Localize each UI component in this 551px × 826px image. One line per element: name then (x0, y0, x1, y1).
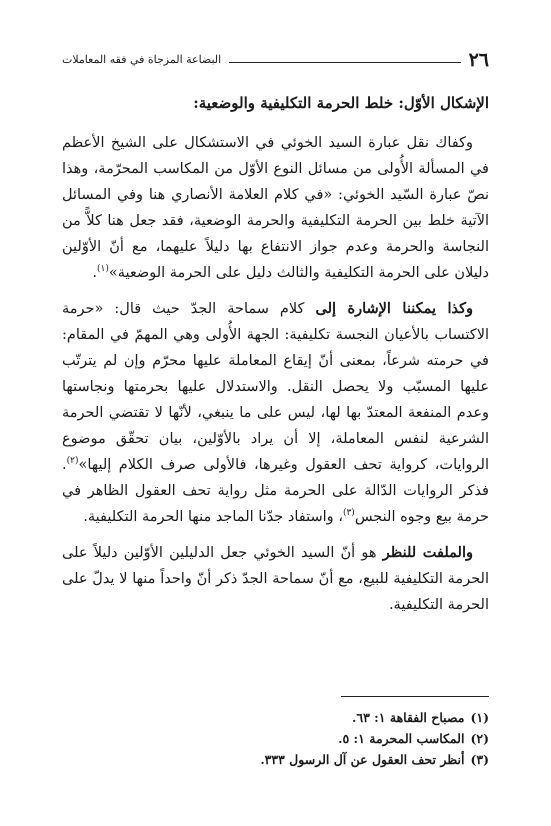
page-header (62, 50, 489, 70)
footnote-number: (٢) (470, 731, 489, 746)
footnote-2 (62, 728, 489, 749)
footnote-3 (62, 749, 489, 770)
footnote-number: (٣) (470, 752, 489, 767)
paragraph-2-text: كلام سماحة الجدّ حيث قال: «حرمة الاكتساب بالأعيان النجسة تكليفية: الجهة الأُولى وهي المهمّ في المقام: في حرمته شرعاً، بمعنى أنّ إيقاع المعاملة عليها محرّم وإن لم يترتّب عليها المسبّب ولا يحصل النقل. والاستدلال عليها بحرمتها ونجاستها وعدم المنفعة المعتدّ بها لها، ليس على ما ينبغي، لأنّها لا تقتضي الحرمة الشرعية لنفس المعاملة، إلا أن يراد بالأوّلين، بيان تحقّق موضوع الروايات، كرواية تحف العقول وغيرها، فالأولى صرف الكلام إليها» (62, 301, 489, 473)
running-title: البضاعة المزجاة في فقه المعاملات (62, 53, 222, 66)
footnote-ref-2: (٢) (66, 456, 79, 467)
paragraph-2-tail: . فذكر الروايات الدّالة على الحرمة مثل رواية تحف العقول الظاهر في حرمة بيع وجوه النجس (62, 457, 489, 525)
footnote-ref-3: (٣) (342, 508, 355, 519)
header-rule (229, 62, 460, 63)
footnote-1 (62, 707, 489, 728)
footnotes (62, 707, 489, 770)
paragraph-2-lead: وكذا يمكننا الإشارة إلى (315, 300, 473, 317)
page-body (62, 90, 489, 628)
paragraph-1-text: وكفاك نقل عبارة السيد الخوئي في الاستشكال على الشيخ الأعظم في المسألة الأُولى من مسائل النوع الأوّل من المكاسب المحرّمة، وهذا نصّ عبارة السّيد الخوئي: «في كلام العلامة الأنصاري هنا وفي المسائل الآتية خلط بين الحرمة التكليفية والحرمة الوضعية، فقد جعل هنا كلاًّ من النجاسة والحرمة وعدم جواز الانتفاع بها دليلاً عليهما، مع أنّ الأوّلين دليلان على الحرمة التكليفية والثالث دليل على الحرمة الوضعية» (62, 135, 489, 281)
paragraph-3 (62, 540, 489, 618)
paragraph-1 (62, 130, 489, 286)
section-heading: الإشكال الأوّل: خلط الحرمة التكليفية والوضعية: (193, 94, 489, 112)
paragraph-1-tail: . (92, 265, 98, 281)
paragraph-3-text: هو أنّ السيد الخوئي جعل الدليلين الأوّلين دليلاً على الحرمة التكليفية للبيع، مع أنّ سماحة الجدّ ذكر أنّ واحداً منها لا يدلّ على الحرمة التكليفية. (62, 545, 489, 613)
footnote-ref-1: (١) (97, 264, 109, 275)
page-number: ٢٦ (468, 49, 489, 71)
paragraph-2 (62, 296, 489, 530)
footnote-text: مصباح الفقاهة ١: ٦٣. (352, 710, 465, 725)
footnote-text: المكاسب المحرمة ١: ٥. (338, 731, 465, 746)
footnote-rule (341, 696, 489, 697)
paragraph-3-lead: والملفت للنظر (382, 544, 473, 561)
footnote-text: أنظر تحف العقول عن آل الرسول ٣٣٣. (260, 752, 465, 767)
paragraph-2-tail2: ، واستفاد جدّنا الماجد منها الحرمة التكليفية. (83, 509, 343, 525)
footnote-number: (١) (470, 710, 489, 725)
